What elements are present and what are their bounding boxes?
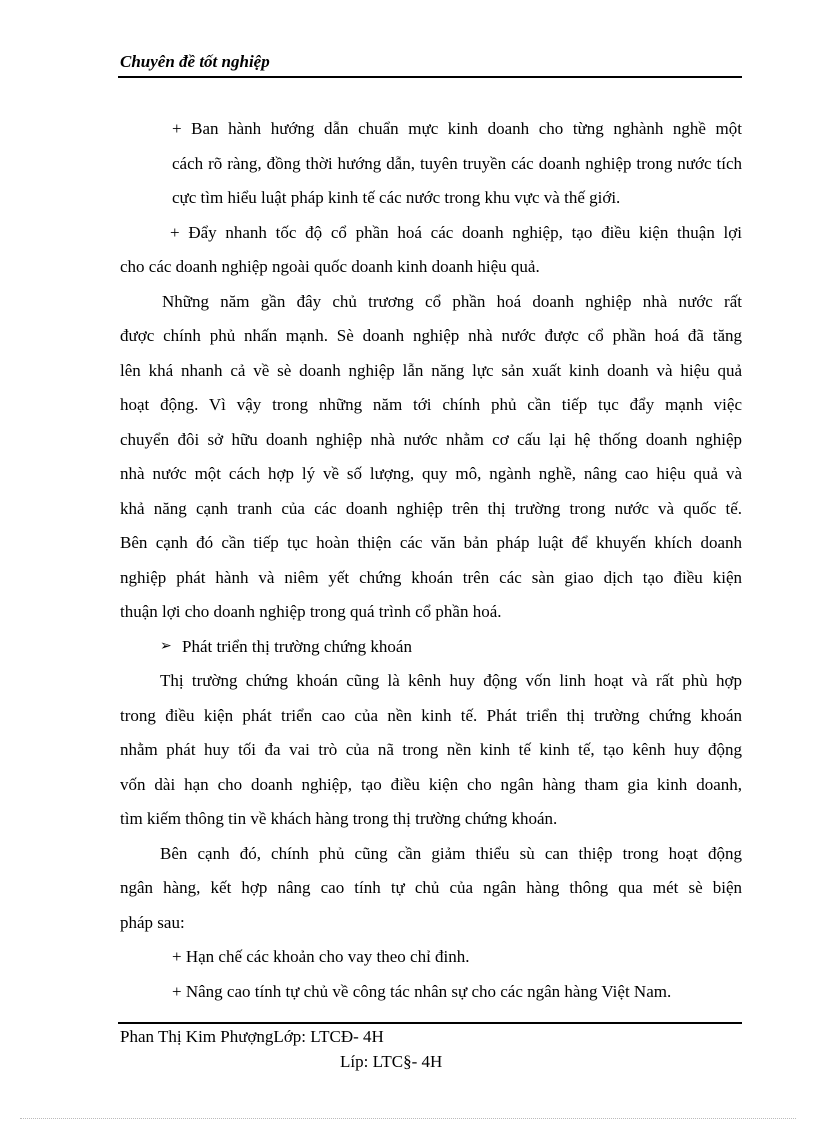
document-body xyxy=(120,112,742,1009)
text-line: chuyển đôi sở hữu doanh nghiệp nhà nước nhằm cơ cấu lại hệ thống doanh nghiệp xyxy=(120,429,742,449)
arrow-bullet-icon: ➢ xyxy=(160,638,172,654)
text-line: vốn dài hạn cho doanh nghiệp, tạo điều kiện cho ngân hàng tham gia kinh doanh, xyxy=(120,774,742,794)
text-line: thuận lợi cho doanh nghiệp trong quá trình cổ phần hoá. xyxy=(120,602,502,621)
text-line: + Đẩy nhanh tốc độ cổ phần hoá các doanh nghiệp, tạo điều kiện thuận lợi xyxy=(170,222,742,242)
bullet-heading-text: Phát triển thị trường chứng khoán xyxy=(182,636,412,656)
text-line: trong điều kiện phát triển cao của nền kinh tế. Phát triển thị trường chứng khoán xyxy=(120,705,742,725)
text-line: tìm kiếm thông tin về khách hàng trong thị trường chứng khoán. xyxy=(120,809,558,828)
text-line: + Nâng cao tính tự chủ về công tác nhân sự cho các ngân hàng Việt Nam. xyxy=(172,981,672,1001)
paragraph-3 xyxy=(120,285,742,630)
text-line: lên khá nhanh cả về sè doanh nghiệp lẫn năng lực sản xuất kinh doanh và hiệu quả xyxy=(120,360,742,380)
paragraph-1 xyxy=(120,112,742,216)
footer-author-class: Phan Thị Kim PhượngLớp: LTCĐ- 4H xyxy=(120,1027,384,1046)
header-divider xyxy=(118,76,742,78)
text-line: Thị trường chứng khoán cũng là kênh huy động vốn linh hoạt và rất phù hợp xyxy=(160,671,742,690)
page-edge xyxy=(20,1118,796,1119)
page-header-title: Chuyên đề tốt nghiệp xyxy=(120,52,270,71)
paragraph-7 xyxy=(120,975,742,1010)
text-line: hoạt động. Vì vậy trong những năm tới chính phủ cần tiếp tục đẩy mạnh việc xyxy=(120,395,742,414)
text-line: Những năm gần đây chủ trương cổ phần hoá doanh nghiệp nhà nước rất xyxy=(162,291,742,311)
text-line: Bên cạnh đó, chính phủ cũng cần giảm thiểu sù can thiệp trong hoạt động xyxy=(160,843,742,863)
text-line: Bên cạnh đó cần tiếp tục hoàn thiện các văn bản pháp luật để khuyến khích doanh xyxy=(120,533,742,552)
text-line: nhằm phát huy tối đa vai trò của nã trong nền kinh tế kinh tế, tạo kênh huy động xyxy=(120,740,742,759)
text-line: nghiệp phát hành và niêm yết chứng khoán trên các sàn giao dịch tạo điều kiện xyxy=(120,567,742,587)
paragraph-4 xyxy=(120,664,742,837)
text-line: nhà nước một cách hợp lý về số lượng, quy mô, ngành nghề, nâng cao hiệu quả và xyxy=(120,464,742,483)
bullet-heading xyxy=(120,630,742,665)
text-line: khả năng cạnh tranh của các doanh nghiệp trên thị trường trong nước và quốc tế. xyxy=(120,498,742,518)
text-line: + Ban hành hướng dẫn chuẩn mực kinh doanh cho từng nghành nghề một xyxy=(172,119,742,138)
text-line: ngân hàng, kết hợp nâng cao tính tự chủ của ngân hàng thông qua mét sè biện xyxy=(120,878,742,897)
text-line: được chính phủ nhấn mạnh. Sè doanh nghiệp nhà nước được cổ phần hoá đã tăng xyxy=(120,326,742,345)
text-line: pháp sau: xyxy=(120,912,185,932)
paragraph-5 xyxy=(120,837,742,941)
paragraph-2 xyxy=(120,216,742,285)
footer-divider xyxy=(118,1022,742,1024)
footer-class-line: Líp: LTC§- 4H xyxy=(340,1052,443,1071)
text-line: cực tìm hiểu luật pháp kinh tế các nước trong khu vực và thế giới. xyxy=(172,188,621,207)
text-line: + Hạn chế các khoản cho vay theo chỉ đinh. xyxy=(172,947,470,966)
paragraph-6 xyxy=(120,940,742,975)
text-line: cách rõ ràng, đồng thời hướng dẫn, tuyên truyền các doanh nghiệp trong nước tích xyxy=(172,153,742,173)
text-line: cho các doanh nghiệp ngoài quốc doanh kinh doanh hiệu quả. xyxy=(120,257,540,276)
